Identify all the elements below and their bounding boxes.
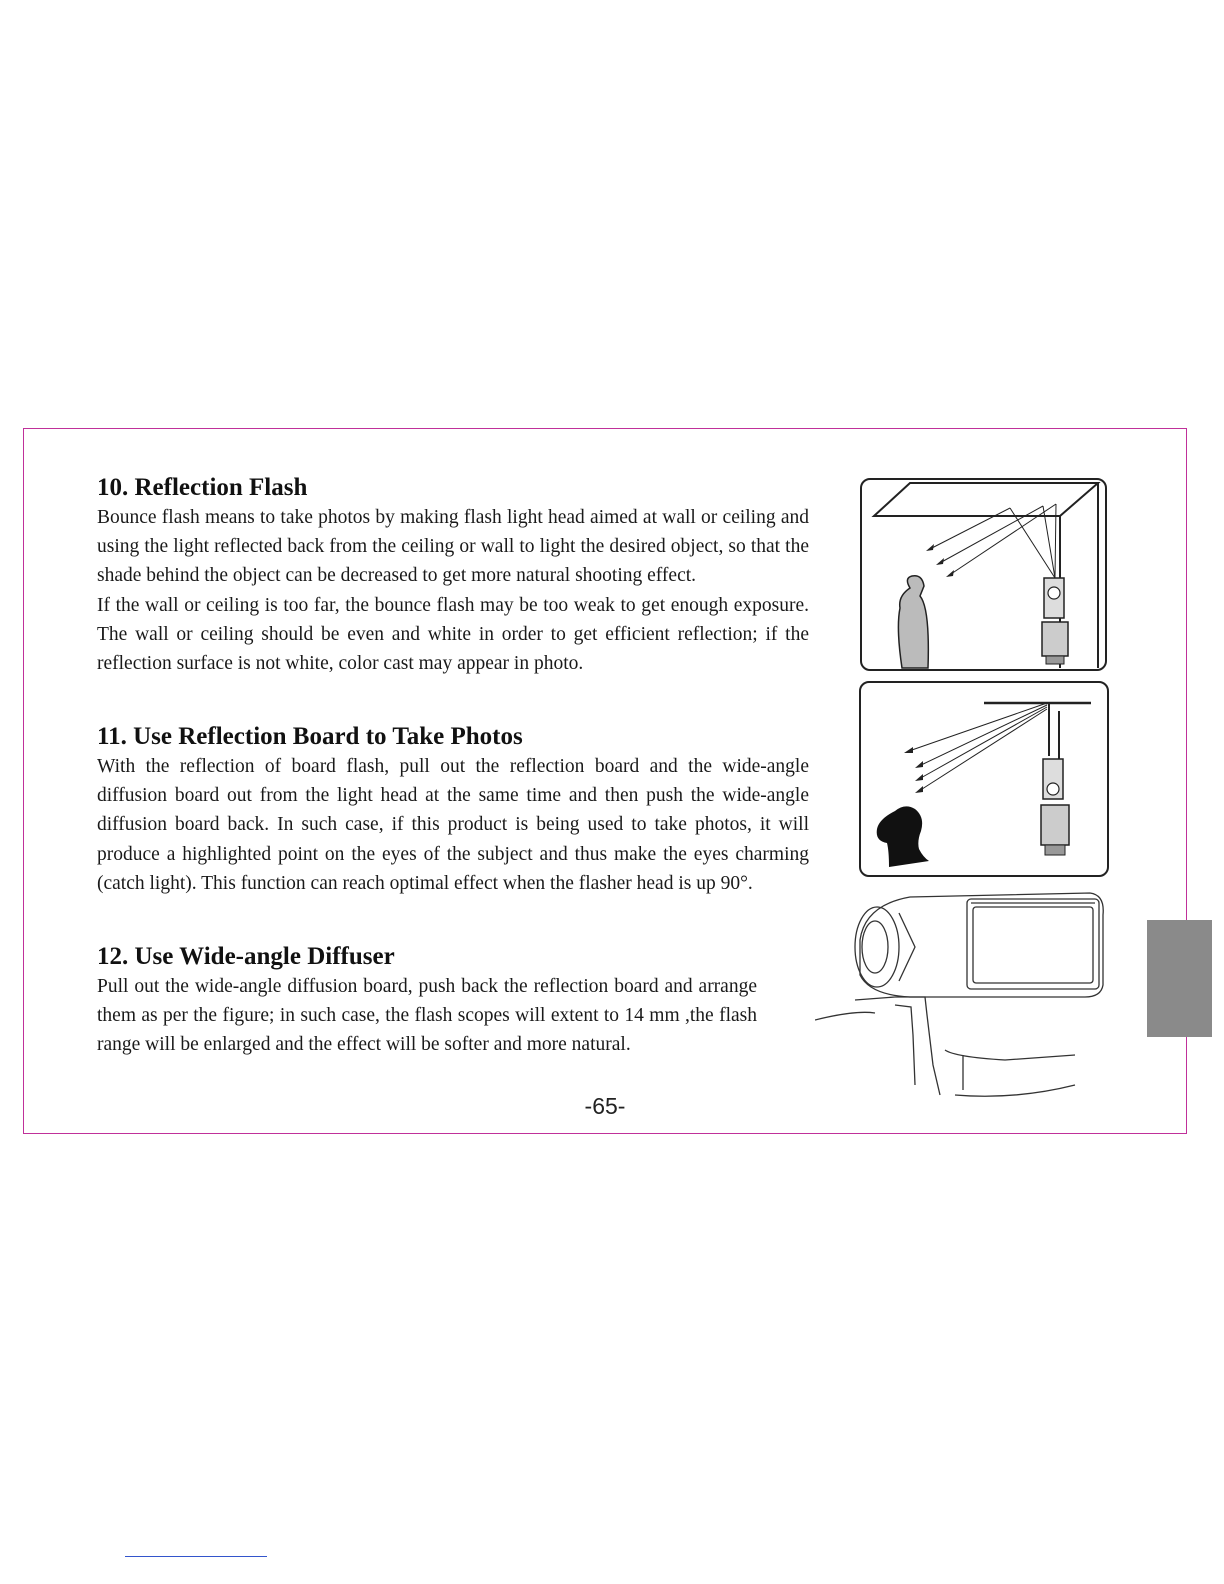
paragraph: With the reflection of board flash, pull out the reflection board and the wide-angle diffusion board out from the light head at the same time and then push the wide-angle diffusion board back. In such case, if this product is being used to take photos, it will produce a highlighted point on the eyes of the subject and thus make the eyes charming (catch light). This function can reach optimal effect when the flasher head is up 90°. — [97, 756, 809, 894]
paragraph: Pull out the wide-angle diffusion board, push back the reflection board and arrange them as per the figure; in such case, the flash scopes will extent to 14 mm ,the flash range will be enlarged and the effect will be softer and more natural. — [97, 976, 757, 1056]
catch-light-illustration — [859, 681, 1109, 877]
section-title: 11. Use Reflection Board to Take Photos — [97, 723, 523, 750]
chapter-tab — [1147, 920, 1212, 1037]
bounce-flash-illustration — [860, 478, 1107, 671]
section-wide-angle-diffuser — [97, 942, 757, 1060]
section-title: 12. Use Wide-angle Diffuser — [97, 943, 395, 970]
paragraph: If the wall or ceiling is too far, the bounce flash may be too weak to get enough exposure. The wall or ceiling should be even and white in order to get efficient reflection; if the reflection surface is not white, color cast may appear in photo. — [97, 594, 809, 675]
page-number: -65- — [584, 1093, 626, 1119]
wide-angle-diffuser-illustration — [815, 885, 1115, 1110]
link-underline — [125, 1556, 267, 1557]
section-reflection-flash — [97, 473, 809, 678]
paragraph: Bounce flash means to take photos by making flash light head aimed at wall or ceiling and using the light reflected back from the ceiling or wall to light the desired object, so that the shade behind the object can be decreased to get more natural shooting effect. — [97, 507, 809, 587]
section-title: 10. Reflection Flash — [97, 474, 308, 501]
section-reflection-board — [97, 722, 809, 898]
